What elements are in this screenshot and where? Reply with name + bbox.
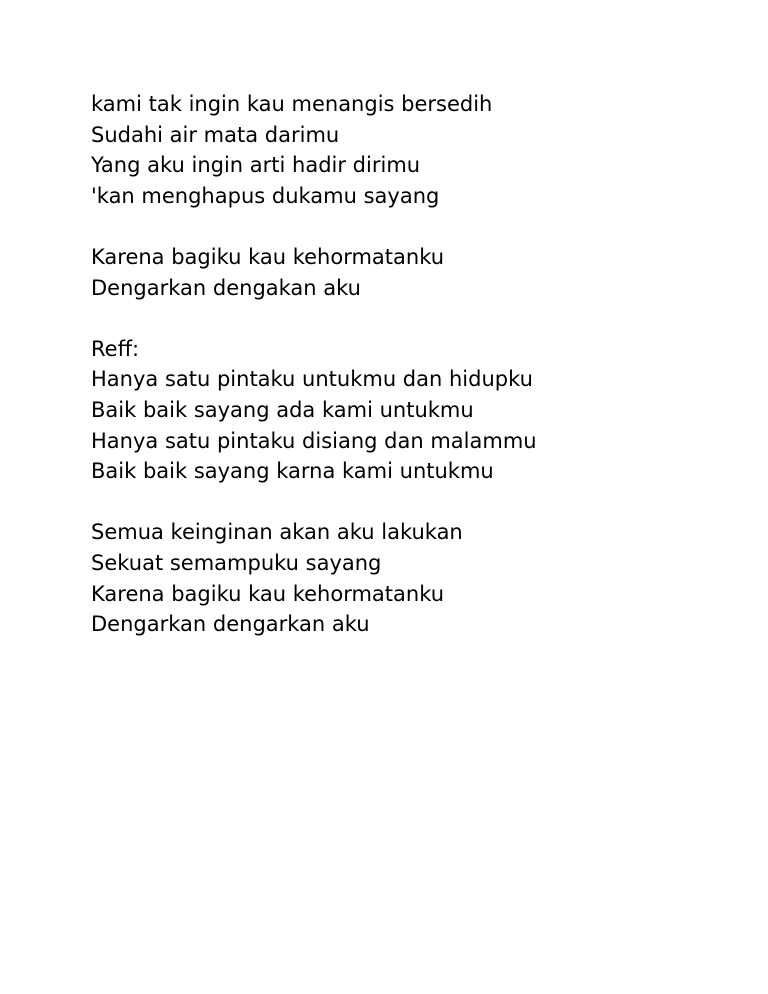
stanza-reff [91,334,731,487]
lyric-line: Hanya satu pintaku disiang dan malammu [91,428,537,453]
lyric-line: Karena bagiku kau kehormatanku [91,581,445,606]
lyric-line: Sudahi air mata darimu [91,122,340,147]
stanza-1 [91,89,731,211]
stanza-4 [91,517,731,639]
lyric-line: kami tak ingin kau menangis bersedih [91,92,493,116]
lyric-line: Yang aku ingin arti hadir dirimu [91,153,421,178]
lyric-line: Baik baik sayang karna kami untukmu [91,459,494,484]
lyric-line: Baik baik sayang ada kami untukmu [91,397,474,422]
lyric-line: Hanya satu pintaku untukmu dan hidupku [91,367,533,392]
lyric-line: Sekuat semampuku sayang [91,550,382,575]
stanza-2 [91,242,731,303]
lyric-line: Karena bagiku kau kehormatanku [91,244,445,269]
lyrics-body [91,89,731,640]
lyric-line: Dengarkan dengarkan aku [91,612,370,637]
lyric-line: 'kan menghapus dukamu sayang [91,183,440,208]
reff-heading: Reff: [91,336,140,361]
lyric-line: Semua keinginan akan aku lakukan [91,520,463,545]
lyric-line: Dengarkan dengakan aku [91,275,361,300]
